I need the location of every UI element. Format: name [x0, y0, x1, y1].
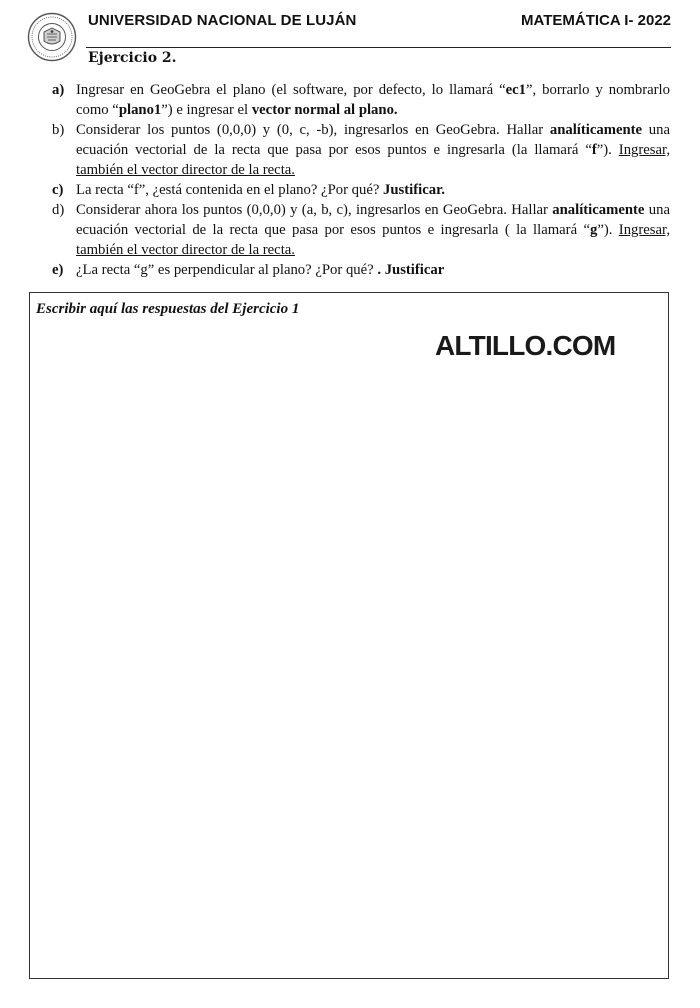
- exercise-item-text: ec1: [505, 82, 526, 98]
- exercise-item: [40, 120, 670, 180]
- exercise-item-text: Justificar.: [383, 182, 445, 198]
- exercise-item: [40, 80, 670, 120]
- exercise-item-text: ”) e ingresar el: [161, 102, 252, 118]
- exercise-item-text: analíticamente: [552, 202, 645, 218]
- exercise-item-text: Ingresar, también el vector director de la recta.: [76, 142, 670, 178]
- exercise-item-text: La recta “f”, ¿está contenida en el plano? ¿Por qué?: [76, 182, 384, 198]
- exercise-title: Ejercicio 2.: [88, 50, 177, 66]
- university-seal-icon: [27, 12, 77, 62]
- exercise-item-label: e): [52, 262, 64, 278]
- answer-box[interactable]: [29, 292, 669, 979]
- exercise-item-label: b): [52, 122, 65, 138]
- exercise-item-text: . Justificar: [377, 262, 445, 278]
- exercise-item-text: ¿La recta “g” es perpendicular al plano? ¿Por qué?: [76, 262, 378, 278]
- exercise-item-text: Considerar los puntos (0,0,0) y (0, c, -b), ingresarlos en GeoGebra. Hallar: [76, 122, 550, 138]
- header-divider: [86, 47, 671, 48]
- exercise-item-text: Ingresar, también el vector director de la recta.: [76, 222, 670, 258]
- exercise-item: [40, 260, 670, 280]
- exercise-item-text: Ingresar en GeoGebra el plano (el software, por defecto, lo llamará “: [76, 82, 506, 98]
- exercise-item-text: ”).: [596, 142, 619, 158]
- watermark: ALTILLO.COM: [435, 330, 616, 361]
- exercise-item-label: a): [52, 82, 65, 98]
- exercise-item: [40, 180, 670, 200]
- course-title: MATEMÁTICA I- 2022: [520, 12, 671, 29]
- exercise-item-label: d): [52, 202, 65, 218]
- exercise-items-list: [40, 80, 670, 280]
- exercise-item-text: plano1: [118, 102, 162, 118]
- exercise-item: [40, 200, 670, 260]
- exercise-item-text: vector normal al plano.: [251, 102, 398, 118]
- exercise-item-text: una ecuación vectorial de la recta que pasa por esos puntos e ingresarla ( la llamará “: [76, 202, 670, 238]
- exercise-item-text: g: [589, 222, 598, 238]
- exercise-item-text: Considerar ahora los puntos (0,0,0) y (a, b, c), ingresarlos en GeoGebra. Hallar: [76, 202, 553, 218]
- exercise-item-text: f: [591, 142, 597, 158]
- exercise-item-text: ”).: [597, 222, 619, 238]
- answer-box-title: Escribir aquí las respuestas del Ejercicio 1: [36, 301, 300, 317]
- exercise-item-text: analíticamente: [549, 122, 643, 138]
- exercise-item-text: una ecuación vectorial de la recta que pasa por esos puntos e ingresarla (la llamará “: [76, 122, 670, 158]
- exercise-item-label: c): [52, 182, 64, 198]
- university-name: UNIVERSIDAD NACIONAL DE LUJÁN: [88, 12, 357, 29]
- exercise-item-text: ”, borrarlo y nombrarlo como “: [76, 82, 670, 118]
